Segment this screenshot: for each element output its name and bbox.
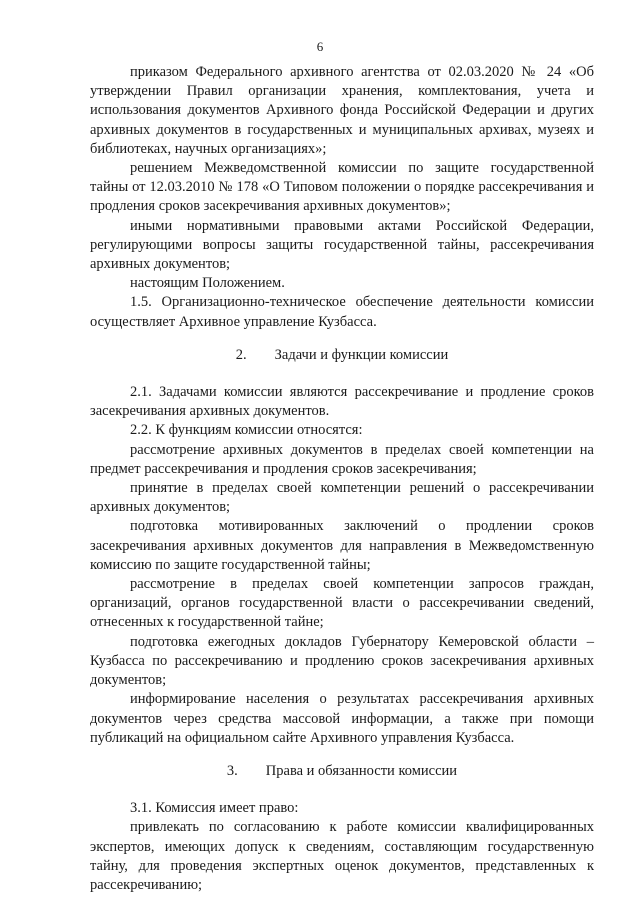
paragraph: рассмотрение архивных документов в пределах своей компетенции на предмет рассекречивания и продления сроков засекречивания; bbox=[90, 441, 594, 477]
paragraph: привлекать по согласованию к работе комиссии квалифицированных экспертов, имеющих допуск к сведениям, составляющим государственную тайну, для проведения экспертных оценок документов, представленных к рассекречиванию; bbox=[90, 819, 594, 893]
page-number: 6 bbox=[316, 39, 324, 54]
section-3-body bbox=[90, 799, 594, 895]
section-3-heading bbox=[90, 762, 594, 781]
page-content bbox=[90, 63, 594, 895]
paragraph: решением Межведомственной комиссии по защите государственной тайны от 12.03.2010 № 178 «О Типовом положении о порядке рассекречивания и продления сроков засекречивания архивных документов»; bbox=[90, 160, 594, 215]
paragraph: 1.5. Организационно-техническое обеспечение деятельности комиссии осуществляет Архивное управление Кузбасса. bbox=[90, 294, 594, 330]
section-number: 2. bbox=[235, 346, 247, 363]
paragraph: подготовка мотивированных заключений о продлении сроков засекречивания архивных документов для направления в Межведомственную комиссию по защите государственной тайны; bbox=[90, 518, 594, 573]
section-title: Права и обязанности комиссии bbox=[265, 762, 458, 779]
paragraph: 2.2. К функциям комиссии относятся: bbox=[130, 422, 363, 439]
section-title: Задачи и функции комиссии bbox=[274, 346, 449, 363]
paragraph: рассмотрение в пределах своей компетенции запросов граждан, организаций, органов государственной власти о рассекречивании сведений, отнесенных к государственной тайне; bbox=[90, 576, 594, 631]
paragraph: приказом Федерального архивного агентства от 02.03.2020 № 24 «Об утверждении Правил организации хранения, комплектования, учета и использования документов Архивного фонда Российской Федерации и других архивных документов в государственных и муниципальных архивах, музеях и библиотеках, научных организациях»; bbox=[90, 64, 594, 157]
section-number: 3. bbox=[226, 762, 238, 779]
section-2-heading bbox=[90, 346, 594, 365]
section-2-body bbox=[90, 383, 594, 748]
paragraph: 2.1. Задачами комиссии являются рассекречивание и продление сроков засекречивания архивных документов. bbox=[90, 384, 594, 420]
paragraph: информирование населения о результатах рассекречивания архивных документов через средства массовой информации, а также при помощи публикаций на официальном сайте Архивного управления Кузбасса. bbox=[90, 691, 594, 746]
section-1-continuation bbox=[90, 63, 594, 332]
paragraph: настоящим Положением. bbox=[130, 275, 285, 292]
paragraph: подготовка ежегодных докладов Губернатору Кемеровской области – Кузбасса по рассекречиванию и продлению сроков засекречивания архивных документов; bbox=[90, 633, 594, 689]
paragraph: 3.1. Комиссия имеет право: bbox=[130, 800, 299, 817]
paragraph: принятие в пределах своей компетенции решений о рассекречивании архивных документов; bbox=[90, 480, 594, 516]
paragraph: иными нормативными правовыми актами Российской Федерации, регулирующими вопросы защиты государственной тайны, рассекречивания архивных документов; bbox=[90, 217, 594, 273]
